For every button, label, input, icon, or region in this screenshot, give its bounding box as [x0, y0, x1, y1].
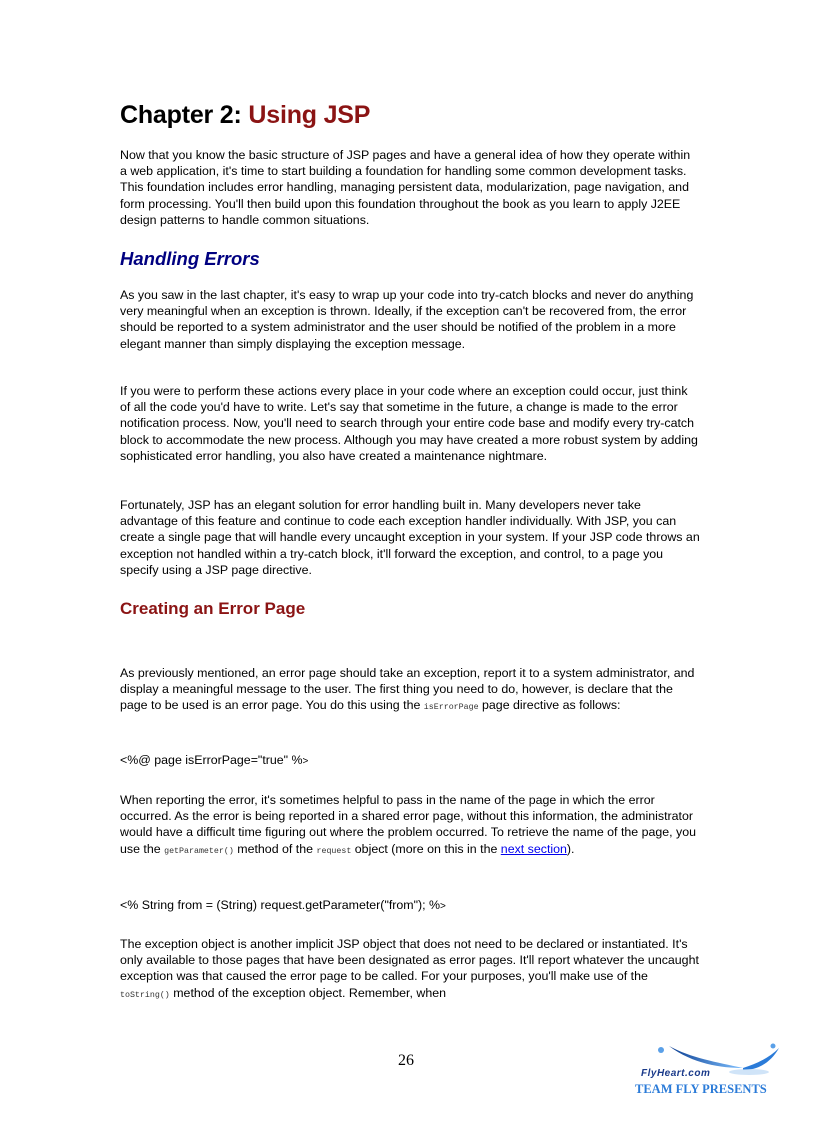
text-run: As previously mentioned, an error page should take an exception, report it to a system administrator, and display a meaningful message to the user. The first thing you need to do, however, is declare that the page to be used is an error page. You do this using the: [120, 666, 695, 713]
chapter-title: [120, 99, 370, 131]
chapter-prefix: Chapter 2:: [120, 101, 249, 129]
logo-tagline: TEAM FLY PRESENTS: [635, 1082, 767, 1096]
text-run: page directive as follows:: [478, 698, 621, 713]
text-run: method of the: [233, 841, 317, 856]
code-close: >: [440, 901, 446, 912]
chapter-name: Using JSP: [248, 101, 371, 129]
inline-code-iserrorpage: isErrorPage: [423, 703, 479, 713]
text-run: object (more on this in the: [351, 841, 501, 856]
code-sample-getparameter: [120, 897, 446, 915]
team-fly-logo: [631, 1038, 781, 1100]
code-text: <%@ page isErrorPage="true" %: [120, 753, 303, 767]
text-run: ).: [566, 841, 575, 856]
section-heading-error-page: Creating an Error Page: [120, 599, 306, 618]
error-page-paragraph-1: [120, 665, 700, 717]
inline-code-tostring: toString(): [120, 990, 170, 1000]
error-page-paragraph-3: [120, 936, 700, 1004]
handling-paragraph-3: Fortunately, JSP has an elegant solution for error handling built in. Many developers never take advantage of this feature and continue to code each exception handler individually. With JSP, you can create a single page that will handle every uncaught exception in your system. If your JSP code throws an exception not handled within a try-catch block, it'll forward the exception, and control, to a page you specify using a JSP page directive.: [120, 498, 700, 577]
intro-paragraph: Now that you know the basic structure of JSP pages and have a general idea of how they operate within a web application, it's time to start building a foundation for handling some common development tasks. This foundation includes error handling, managing persistent data, modularization, page navigation, and form processing. You'll then build upon this foundation throughout the book as you learn to apply J2EE design patterns to handle common situations.: [120, 148, 691, 227]
inline-code-request: request: [316, 846, 352, 856]
section-heading-handling-errors: Handling Errors: [120, 248, 260, 269]
code-sample-directive: [120, 752, 308, 770]
text-run: When reporting the error, it's sometimes helpful to pass in the name of the page in which the error occurred. As the error is being reported in a shared error page, without this information, the administrator would have a difficult time figuring out where the problem occurred. To retrieve the name of the page, you use the: [120, 793, 697, 856]
code-close: >: [302, 756, 309, 767]
text-run: method of the exception object. Remember, when: [169, 985, 446, 1000]
error-page-paragraph-2: [120, 792, 700, 860]
page-number: 26: [398, 1052, 414, 1069]
next-section-link[interactable]: next section: [500, 841, 567, 856]
text-run: The exception object is another implicit JSP object that does not need to be declared or instantiated. It's only available to those pages that have been designated as error pages. It'll report whatever the uncaught exception was that caused the error page to be called. For your purposes, you'll make use of the: [120, 937, 699, 984]
handling-paragraph-2: If you were to perform these actions every place in your code where an exception could occur, just think of all the code you'd have to write. Let's say that sometime in the future, a change is made to the error notification process. Now, you'll need to search through your entire code base and modify every try-catch block to accommodate the new process. Although you may have created a more robust system by adding sophisticated error handling, you also have created a maintenance nightmare.: [120, 384, 698, 463]
code-text: <% String from = (String) request.getParameter("from"); %: [120, 898, 441, 912]
handling-paragraph-1: As you saw in the last chapter, it's easy to wrap up your code into try-catch blocks and never do anything very meaningful when an exception is thrown. Ideally, if the exception can't be recovered from, the error should be reported to a system administrator and the user should be notified of the problem in a more elegant manner than simply displaying the exception message.: [120, 288, 694, 351]
logo-site-text: FlyHeart.com: [641, 1068, 711, 1079]
inline-code-getparameter: getParameter(): [164, 846, 234, 856]
